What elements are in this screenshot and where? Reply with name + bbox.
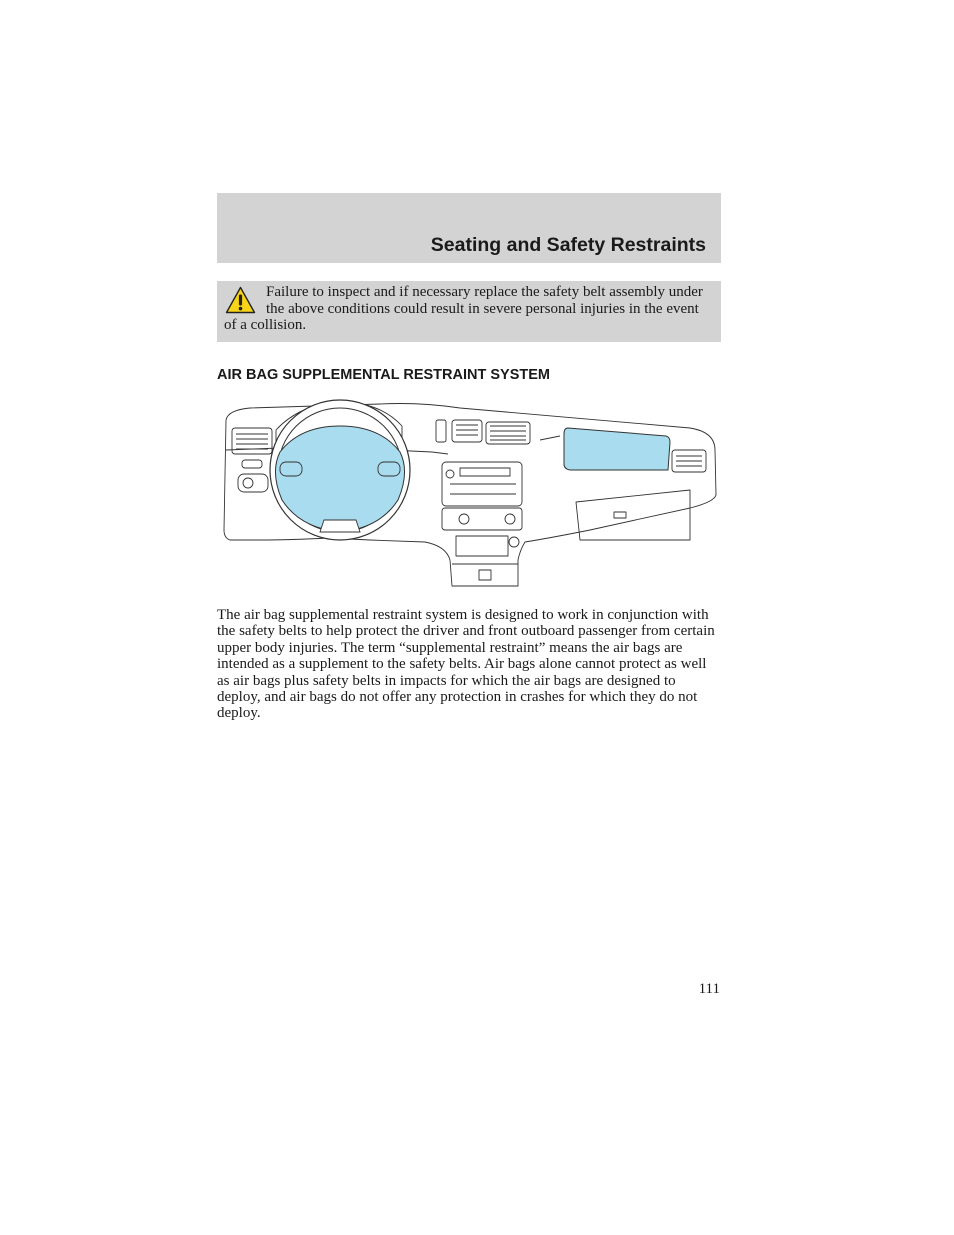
left-vent-slats <box>236 434 268 449</box>
cupholder-button <box>479 570 491 580</box>
section-heading: AIR BAG SUPPLEMENTAL RESTRAINT SYSTEM <box>217 367 550 383</box>
left-vent <box>232 428 272 454</box>
dimmer-switch <box>242 460 262 468</box>
storage-bin <box>456 536 508 556</box>
page-number: 111 <box>698 981 720 997</box>
radio-buttons-rows <box>450 484 516 494</box>
radio-display <box>460 468 510 476</box>
glove-box <box>576 490 690 540</box>
cruise-control-right-pad <box>378 462 400 476</box>
climate-control-panel <box>442 508 522 530</box>
right-vent-slats <box>676 456 702 466</box>
power-point <box>509 537 519 547</box>
center-vent-right <box>486 422 530 444</box>
center-vent-left <box>452 420 482 442</box>
headlamp-knob <box>243 478 253 488</box>
steering-lower-spoke <box>320 520 360 532</box>
dashboard-airbag-illustration <box>220 390 718 594</box>
page-title: Seating and Safety Restraints <box>430 234 706 256</box>
climate-knob-left <box>459 514 469 524</box>
warning-box <box>217 281 721 342</box>
warning-text: Failure to inspect and if necessary replace the safety belt assembly under the above conditions could result in severe personal injuries in the event of a collision. <box>224 284 703 333</box>
steering-wheel <box>270 400 410 540</box>
glove-box-latch <box>614 512 626 518</box>
climate-knob-right <box>505 514 515 524</box>
section-header-band <box>217 193 721 263</box>
passenger-airbag-cover <box>564 428 670 470</box>
radio-volume-knob <box>446 470 454 478</box>
dash-line-right <box>540 436 560 440</box>
hazard-switch-stack <box>436 420 446 442</box>
airbag-description-paragraph: The air bag supplemental restraint system is designed to work in conjunction with the safety belts to help protect the driver and front outboard passenger from certain upper body injuries. The term “supplemental restraint” means the air bags are intended as a supplement to the safety belts. Air bags alone cannot protect as well as air bags plus safety belts in impacts for which the air bags are designed to deploy, and air bags do not offer any protection in crashes for which they do not deploy. <box>217 607 715 722</box>
center-vent-slats <box>456 425 526 440</box>
cruise-control-left-pad <box>280 462 302 476</box>
